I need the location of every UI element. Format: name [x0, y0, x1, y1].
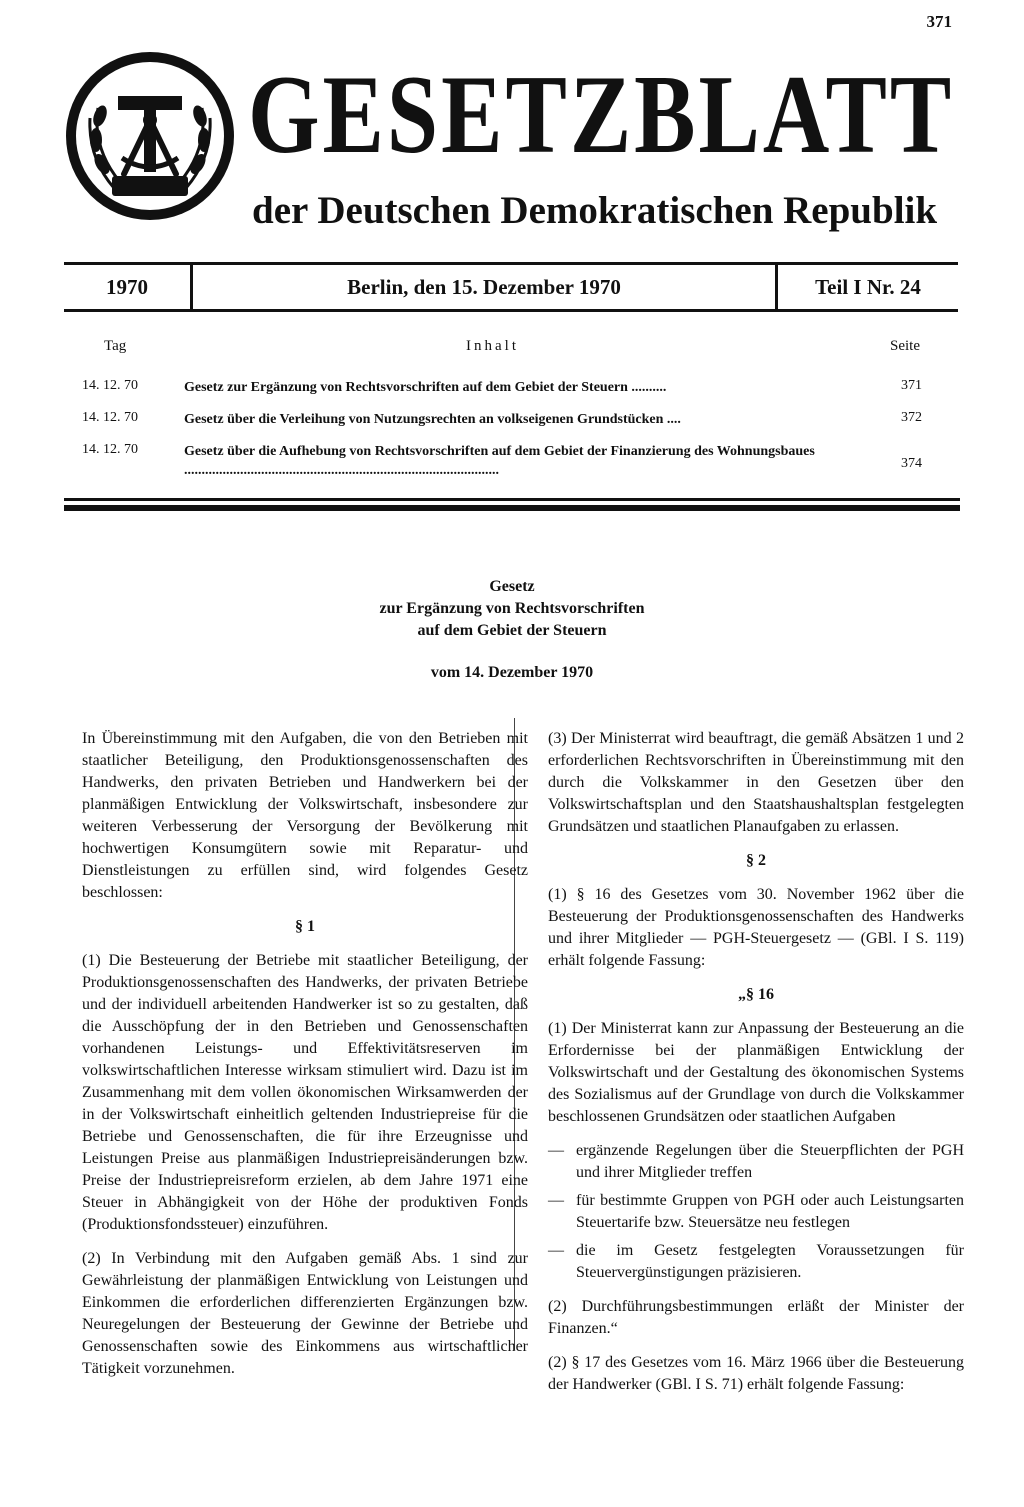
dash-mark: —	[548, 1242, 564, 1259]
paragraph: (2) In Verbindung mit den Aufgaben gemäß Abs. 1 sind zur Gewährleistung der planmäßigen Entwicklung von Leistungen und Einkommen die erforderlichen differenzierten Ergänzungen bzw. Neuregelungen der Besteuerung der Gewinne der Betriebe und Genossenschaften sowie des Einkommens aus wirtschaftlicher Tätigkeit vorzunehmen.	[82, 1250, 528, 1377]
toc-rule-thick	[64, 505, 960, 511]
issue-part: Teil I Nr. 24	[775, 265, 958, 309]
state-emblem-icon	[62, 48, 238, 224]
section-heading: „§ 16	[738, 986, 774, 1003]
law-heading-1: Gesetz	[489, 578, 535, 595]
dash-text: die im Gesetz festgelegten Voraussetzungen für Steuervergünstigungen präzisieren.	[576, 1242, 964, 1281]
toc-col-day: Tag	[104, 338, 127, 354]
dash-text: ergänzende Regelungen über die Steuerpflichten der PGH und ihrer Mitglieder treffen	[576, 1142, 964, 1181]
section-heading: § 2	[746, 852, 766, 869]
toc-entry-page: 374	[901, 456, 922, 471]
preamble: In Übereinstimmung mit den Aufgaben, die von den Betrieben mit staatlicher Beteiligung, den Produktionsgenossenschaften des Handwerks, den privaten Betrieben und Handwerkern bei der planmäßigen Entwicklung der Volkswirtschaft, insbesondere zur weiteren Verbesserung der Versorgung der Bevölkerung mit hochwertigen Konsumgütern sowie mit Reparatur- und Dienstleistungen zu erfüllen sind, wird folgendes Gesetz beschlossen:	[82, 730, 528, 901]
dash-mark: —	[548, 1192, 564, 1209]
issue-year: 1970	[64, 265, 193, 309]
paragraph: (3) Der Ministerrat wird beauftragt, die gemäß Absätzen 1 und 2 erforderlichen Rechtsvorschriften in Übereinstimmung mit den durch die Volkskammer in den Gesetzen über den Volkswirtschaftsplan und den Staatshaushaltsplan festgelegten Grundsätzen und staatlichen Planaufgaben zu erlassen.	[548, 730, 964, 835]
toc-entry-title: Gesetz zur Ergänzung von Rechtsvorschriften auf dem Gebiet der Steuern ..........	[184, 380, 667, 395]
toc-entry-title: Gesetz über die Verleihung von Nutzungsrechten an volkseigenen Grundstücken ....	[184, 412, 681, 427]
dash-item	[548, 1140, 964, 1184]
law-heading-2: zur Ergänzung von Rechtsvorschriften	[379, 600, 645, 617]
paragraph: (2) Durchführungsbestimmungen erläßt der Minister der Finanzen.“	[548, 1298, 964, 1337]
paragraph: (1) § 16 des Gesetzes vom 30. November 1962 über die Besteuerung der Produktionsgenossenschaften des Handwerks und ihrer Mitglieder — PGH-Steuergesetz — (GBl. I S. 119) erhält folgende Fassung:	[548, 886, 964, 969]
toc-col-page: Seite	[890, 338, 920, 354]
law-heading-3: auf dem Gebiet der Steuern	[417, 622, 607, 639]
dash-item	[548, 1240, 964, 1284]
toc-entry-date: 14. 12. 70	[82, 378, 138, 393]
issue-bar	[64, 262, 958, 312]
masthead-subtitle: der Deutschen Demokratischen Republik	[252, 189, 938, 232]
toc-rule-thin	[64, 498, 960, 501]
page-number: 371	[926, 12, 952, 31]
toc-entry-date: 14. 12. 70	[82, 410, 138, 425]
issue-place-date: Berlin, den 15. Dezember 1970	[347, 274, 621, 299]
masthead-title: GESETZBLATT	[248, 51, 955, 177]
dash-item	[548, 1190, 964, 1234]
right-column	[548, 728, 964, 1408]
toc-col-contents: Inhalt	[466, 338, 519, 354]
section-heading: § 1	[295, 918, 315, 935]
dash-text: für bestimmte Gruppen von PGH oder auch Leistungsarten Steuertarife bzw. Steuersätze neu festlegen	[576, 1192, 964, 1231]
paragraph: (1) Die Besteuerung der Betriebe mit staatlicher Beteiligung, der Produktionsgenossenschaften des Handwerks, der privaten Betriebe und der individuell arbeitenden Handwerker ist so zu gestalten, daß die Ausschöpfung der in den Betrieben und Genossenschaften vorhandenen Leistungs- und Effektivitätsreserven im volkswirtschaftlichen Interesse wirksam stimuliert wird. Dazu ist im Zusammenhang mit dem vollen ökonomischen Wirksamwerden der in der Volkswirtschaft einheitlich geltenden Industriepreise für die Betriebe und Genossenschaften, die für ihre Erzeugnisse und Leistungen Preise aus planmäßigen Industriepreisänderungen bzw. Preise der Industriepreisreform erzielen, ab dem Jahre 1971 eine Steuer in Abhängigkeit von der Höhe der produktiven Fonds (Produktionsfondssteuer) einzuführen.	[82, 952, 528, 1233]
paragraph: (1) Der Ministerrat kann zur Anpassung der Besteuerung an die Erfordernisse bei der planmäßigen Entwicklung der Volkswirtschaft und der Gestaltung des ökonomischen Systems des Sozialismus auf der Grundlage von durch die Volkskammer beschlossenen Grundsätzen oder staatlichen Aufgaben	[548, 1020, 964, 1125]
law-dated: vom 14. Dezember 1970	[430, 664, 594, 681]
dash-mark: —	[548, 1142, 564, 1159]
left-column	[82, 728, 528, 1392]
toc-entry-page: 372	[901, 410, 922, 425]
toc-entry-title: Gesetz über die Aufhebung von Rechtsvorschriften auf dem Gebiet der Finanzierung des Wohnungsbaues ..........................................................................................	[184, 444, 815, 478]
toc-entry-date: 14. 12. 70	[82, 442, 138, 457]
paragraph: (2) § 17 des Gesetzes vom 16. März 1966 über die Besteuerung der Handwerker (GBl. I S. 71) erhält folgende Fassung:	[548, 1354, 964, 1393]
toc-entry-page: 371	[901, 378, 922, 393]
